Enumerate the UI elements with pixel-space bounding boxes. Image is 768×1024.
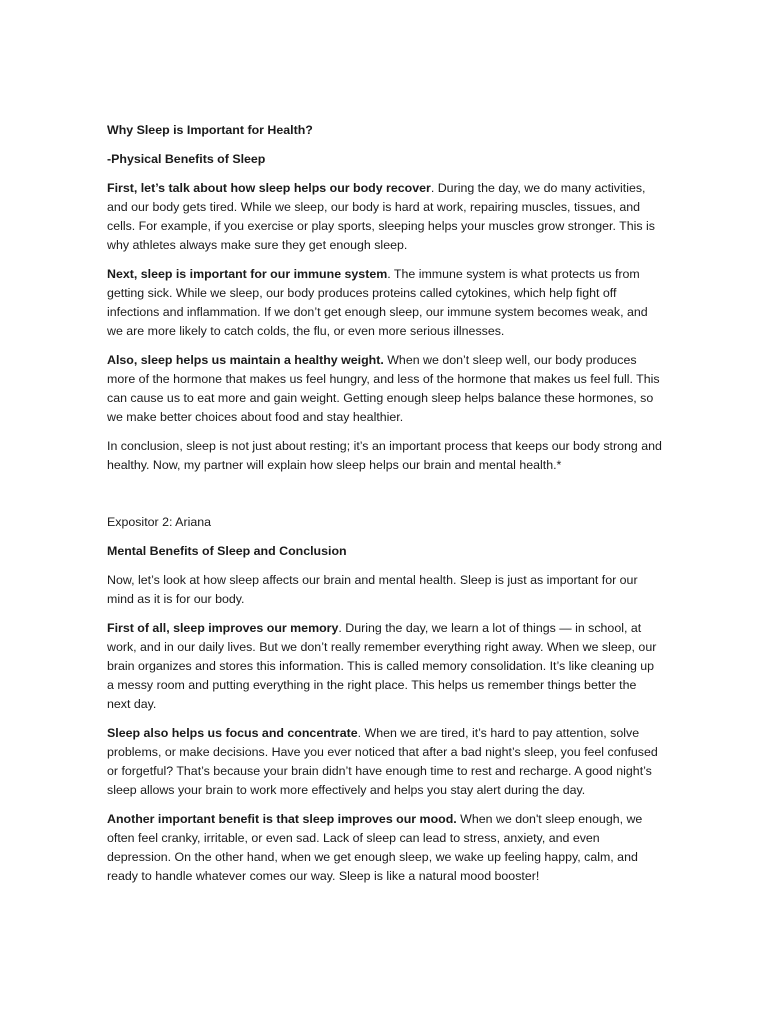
paragraph-text: . During the day, we learn a lot of things — in school, at work, and in our daily lives. But we don’t really remember everything right away. When we sleep, our brain organizes and stores this information. This is called memory consolidation. It’s like cleaning up a messy room and putting everything in the right place. This helps us remember things better the next day.	[107, 621, 657, 711]
paragraph-lead: Sleep also helps us focus and concentrate	[107, 726, 358, 740]
paragraph-focus	[107, 724, 663, 800]
paragraph-body-recover	[107, 179, 663, 255]
document-page	[107, 121, 663, 896]
paragraph-mental-intro: Now, let’s look at how sleep affects our brain and mental health. Sleep is just as important for our mind as it is for our body.	[107, 573, 638, 606]
paragraph-mood	[107, 810, 663, 886]
document-title: Why Sleep is Important for Health?	[107, 123, 313, 137]
paragraph-text: . The immune system is what protects us from getting sick. While we sleep, our body produces proteins called cytokines, which help fight off infections and inflammation. If we don’t get enough sleep, our immune system becomes weak, and we are more likely to catch colds, the flu, or even more serious illnesses.	[107, 267, 648, 338]
paragraph-immune-system	[107, 265, 663, 341]
paragraph-lead: First, let’s talk about how sleep helps our body recover	[107, 181, 431, 195]
paragraph-lead: Also, sleep helps us maintain a healthy weight.	[107, 353, 384, 367]
paragraph-text: . When we are tired, it’s hard to pay attention, solve problems, or make decisions. Have you ever noticed that after a bad night’s sleep, you feel confused or forgetful? That’s because your brain didn’t have enough time to rest and recharge. A good night’s sleep allows your brain to work more effectively and helps you stay alert during the day.	[107, 726, 658, 797]
paragraph-lead: Another important benefit is that sleep improves our mood.	[107, 812, 457, 826]
paragraph-text: When we don't sleep enough, we often feel cranky, irritable, or even sad. Lack of sleep can lead to stress, anxiety, and even depression. On the other hand, when we get enough sleep, we wake up feeling happy, calm, and ready to handle whatever comes our way. Sleep is like a natural mood booster!	[107, 812, 643, 883]
paragraph-healthy-weight	[107, 351, 663, 427]
expositor-label: Expositor 2: Ariana	[107, 515, 212, 529]
paragraph-text: . During the day, we do many activities, and our body gets tired. While we sleep, our body is hard at work, repairing muscles, tissues, and cells. For example, if you exercise or play sports, sleeping helps your muscles grow stronger. This is why athletes always make sure they get enough sleep.	[107, 181, 655, 252]
paragraph-text: When we don’t sleep well, our body produces more of the hormone that makes us feel hungry, and less of the hormone that makes us feel full. This can cause us to eat more and gain weight. Getting enough sleep helps balance these hormones, so we make better choices about food and stay healthier.	[107, 353, 660, 424]
paragraph-lead: First of all, sleep improves our memory	[107, 621, 339, 635]
section-heading-physical: -Physical Benefits of Sleep	[107, 152, 266, 166]
paragraph-conclusion-physical: In conclusion, sleep is not just about resting; it’s an important process that keeps our body strong and healthy. Now, my partner will explain how sleep helps our brain and mental health.*	[107, 439, 662, 472]
paragraph-lead: Next, sleep is important for our immune system	[107, 267, 388, 281]
paragraph-memory	[107, 619, 663, 714]
section-heading-mental: Mental Benefits of Sleep and Conclusion	[107, 544, 347, 558]
